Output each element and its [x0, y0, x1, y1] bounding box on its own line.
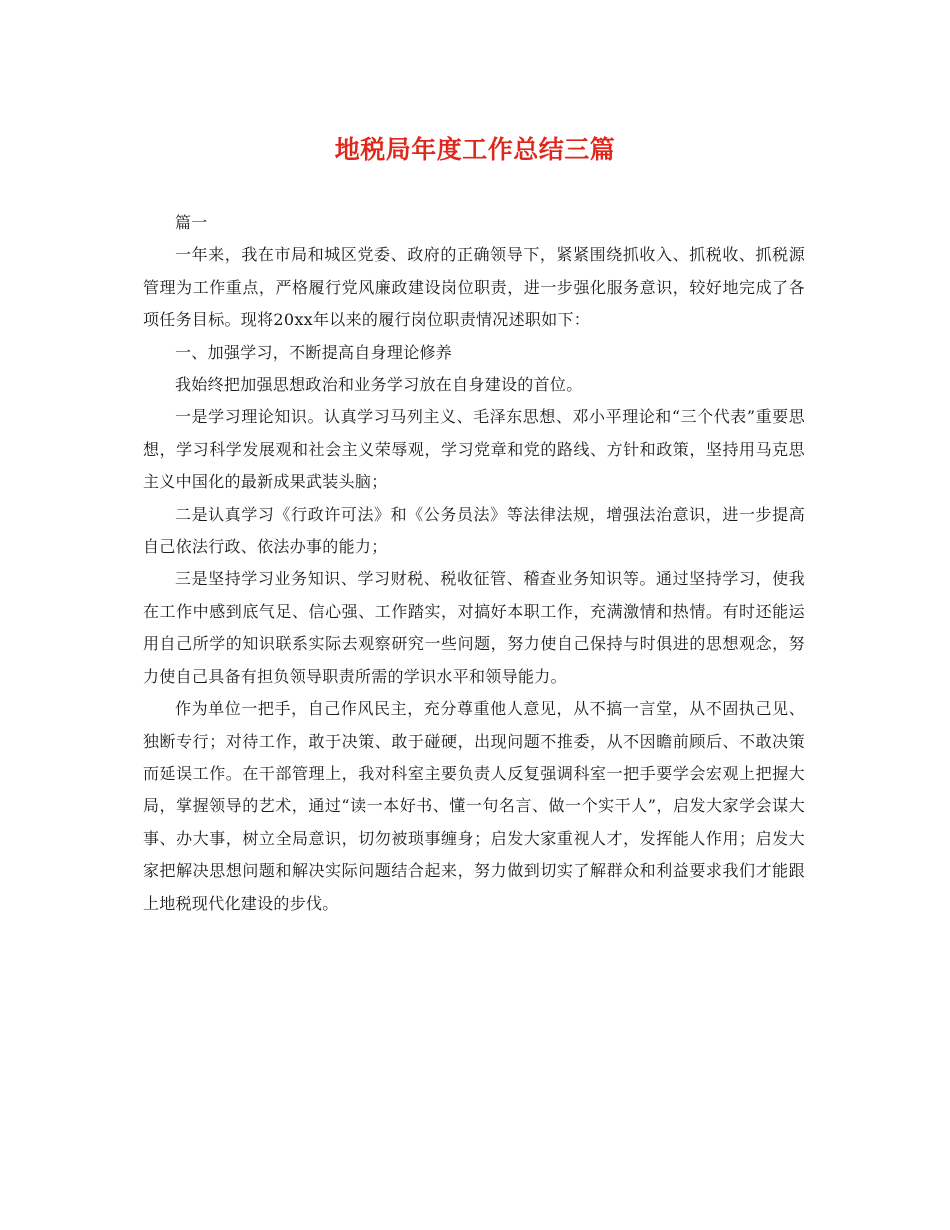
body-paragraph: 三是坚持学习业务知识、学习财税、税收征管、稽查业务知识等。通过坚持学习，使我在工作中感到底气足、信心强、工作踏实，对搞好本职工作，充满激情和热情。有时还能运用自己所学的知识联系实际去观察研究一些问题，努力使自己保持与时俱进的思想观念，努力使自己具备有担负领导职责所需的学识水平和领导能力。	[143, 569, 805, 686]
document-title: 地税局年度工作总结三篇	[334, 135, 616, 164]
body-paragraph: 作为单位一把手，自己作风民主，充分尊重他人意见，从不搞一言堂，从不固执己见、独断专行；对待工作，敢于决策、敢于碰硬，出现问题不推委，从不因瞻前顾后、不敢决策而延误工作。在干部管理上，我对科室主要负责人反复强调科室一把手要学会宏观上把握大局，掌握领导的艺术，通过“读一本好书、懂一句名言、做一个实干人”，启发大家学会谋大事、办大事，树立全局意识，切勿被琐事缠身；启发大家重视人才，发挥能人作用；启发大家把解决思想问题和解决实际问题结合起来，努力做到切实了解群众和利益要求我们才能跟上地税现代化建设的步伐。	[143, 699, 805, 913]
body-paragraph: 我始终把加强思想政治和业务学习放在自身建设的首位。	[175, 375, 583, 395]
body-paragraph: 一是学习理论知识。认真学习马列主义、毛泽东思想、邓小平理论和“三个代表”重要思想，学习科学发展观和社会主义荣辱观，学习党章和党的路线、方针和政策，坚持用马克思主义中国化的最新成果武装头脑；	[143, 407, 805, 492]
body-paragraph: 一年来，我在市局和城区党委、政府的正确领导下，紧紧围绕抓收入、抓税收、抓税源管理为工作重点，严格履行党风廉政建设岗位职责，进一步强化服务意识，较好地完成了各项任务目标。现将20xx年以来的履行岗位职责情况述职如下：	[143, 245, 805, 330]
body-paragraph: 二是认真学习《行政许可法》和《公务员法》等法律法规，增强法治意识，进一步提高自己依法行政、依法办事的能力；	[143, 504, 805, 557]
section-heading: 一、加强学习，不断提高自身理论修养	[175, 342, 453, 362]
document-body	[143, 207, 805, 920]
section-label: 篇一	[175, 213, 208, 232]
